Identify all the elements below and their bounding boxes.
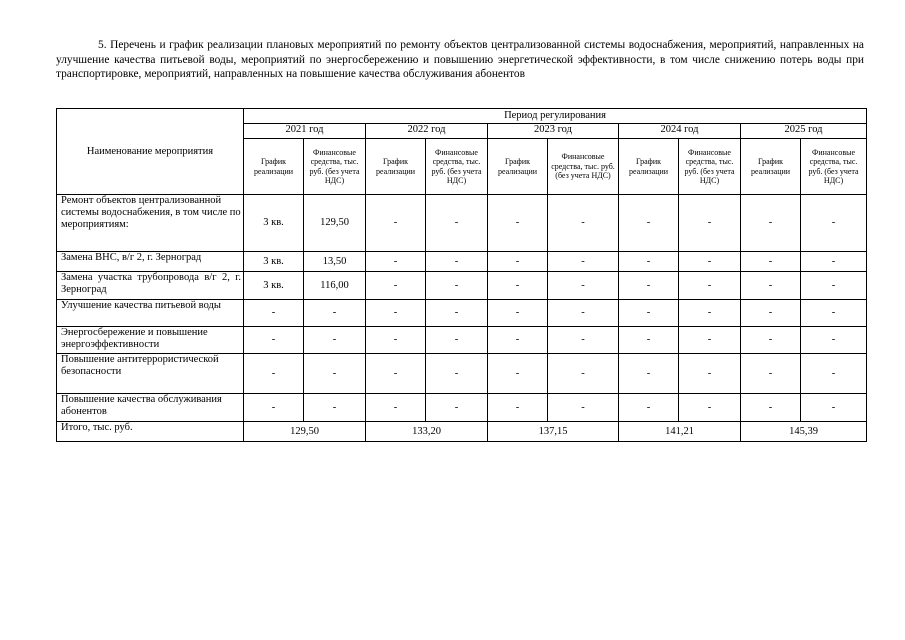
table-cell: -	[679, 252, 741, 272]
table-cell: -	[679, 354, 741, 394]
table-cell: -	[426, 272, 488, 300]
activity-name: Повышение антитеррористической безопасности	[57, 354, 244, 394]
activity-name: Энергосбережение и повышение энергоэффективности	[57, 327, 244, 354]
table-cell: -	[801, 300, 867, 327]
table-cell: -	[548, 354, 619, 394]
table-cell: -	[366, 252, 426, 272]
activity-name: Ремонт объектов централизованной системы водоснабжения, в том числе по мероприятиям:	[57, 195, 244, 252]
table-cell: -	[488, 327, 548, 354]
table-cell: -	[426, 300, 488, 327]
year-header: 2024 год	[619, 124, 741, 139]
header-row-period	[57, 109, 867, 124]
table-cell: -	[801, 272, 867, 300]
table-cell: -	[244, 394, 304, 422]
activity-name: Улучшение качества питьевой воды	[57, 300, 244, 327]
table-cell: -	[488, 300, 548, 327]
table-cell: -	[801, 327, 867, 354]
table-cell: -	[741, 272, 801, 300]
table-cell: -	[741, 252, 801, 272]
table-cell: -	[426, 354, 488, 394]
table-cell: -	[426, 195, 488, 252]
table-cell: 3 кв.	[244, 272, 304, 300]
name-column-header: Наименование мероприятия	[57, 109, 244, 195]
year-header: 2022 год	[366, 124, 488, 139]
table-row	[57, 394, 867, 422]
table-cell: -	[488, 354, 548, 394]
table-cell: -	[679, 327, 741, 354]
table-cell: -	[244, 300, 304, 327]
table-cell: -	[741, 354, 801, 394]
total-label: Итого, тыс. руб.	[57, 422, 244, 442]
finance-subheader: Финансовые средства, тыс. руб. (без учета НДС)	[679, 139, 741, 195]
table-cell: -	[741, 327, 801, 354]
table-cell: -	[366, 195, 426, 252]
table-cell: -	[304, 354, 366, 394]
total-value: 133,20	[366, 422, 488, 442]
table-cell: -	[619, 272, 679, 300]
table-cell: 129,50	[304, 195, 366, 252]
table-cell: -	[366, 354, 426, 394]
table-cell: -	[426, 252, 488, 272]
table-cell: -	[548, 272, 619, 300]
table-cell: -	[244, 327, 304, 354]
table-row	[57, 252, 867, 272]
table-cell: -	[548, 252, 619, 272]
table-cell: -	[304, 300, 366, 327]
table-cell: -	[548, 327, 619, 354]
table-cell: -	[426, 327, 488, 354]
table-cell: -	[801, 252, 867, 272]
table-cell: -	[741, 195, 801, 252]
schedule-subheader: График реализации	[366, 139, 426, 195]
table-cell: -	[619, 252, 679, 272]
table-cell: -	[548, 195, 619, 252]
table-cell: -	[244, 354, 304, 394]
table-cell: -	[426, 394, 488, 422]
total-value: 145,39	[741, 422, 867, 442]
table-cell: -	[488, 252, 548, 272]
table-cell: -	[801, 394, 867, 422]
table-cell: -	[741, 394, 801, 422]
schedule-subheader: График реализации	[244, 139, 304, 195]
table-cell: -	[366, 394, 426, 422]
activity-name: Замена участка трубопровода в/г 2, г. Зерноград	[57, 272, 244, 300]
total-value: 137,15	[488, 422, 619, 442]
table-cell: -	[619, 300, 679, 327]
table-cell: -	[304, 327, 366, 354]
table-row	[57, 272, 867, 300]
table-cell: -	[679, 300, 741, 327]
table-cell: -	[619, 327, 679, 354]
activities-schedule-table	[56, 108, 867, 442]
table-cell: 13,50	[304, 252, 366, 272]
year-header: 2023 год	[488, 124, 619, 139]
table-row	[57, 354, 867, 394]
table-cell: -	[366, 300, 426, 327]
table-cell: -	[679, 272, 741, 300]
table-cell: -	[488, 394, 548, 422]
schedule-subheader: График реализации	[741, 139, 801, 195]
table-cell: -	[366, 327, 426, 354]
table-cell: -	[548, 394, 619, 422]
table-cell: -	[801, 195, 867, 252]
total-row	[57, 422, 867, 442]
table-cell: -	[488, 272, 548, 300]
table-cell: -	[619, 195, 679, 252]
table-cell: 3 кв.	[244, 252, 304, 272]
finance-subheader: Финансовые средства, тыс. руб. (без учета НДС)	[801, 139, 867, 195]
activity-name: Повышение качества обслуживания абонентов	[57, 394, 244, 422]
schedule-subheader: График реализации	[488, 139, 548, 195]
table-cell: -	[741, 300, 801, 327]
year-header: 2025 год	[741, 124, 867, 139]
period-header: Период регулирования	[244, 109, 867, 124]
table-cell: -	[619, 394, 679, 422]
activity-name: Замена ВНС, в/г 2, г. Зерноград	[57, 252, 244, 272]
finance-subheader: Финансовые средства, тыс. руб. (без учета НДС)	[426, 139, 488, 195]
table-row	[57, 327, 867, 354]
table-cell: -	[488, 195, 548, 252]
total-value: 141,21	[619, 422, 741, 442]
table-cell: -	[366, 272, 426, 300]
table-cell: 116,00	[304, 272, 366, 300]
table-cell: -	[679, 394, 741, 422]
year-header: 2021 год	[244, 124, 366, 139]
table-cell: -	[548, 300, 619, 327]
finance-subheader: Финансовые средства, тыс. руб. (без учета НДС)	[548, 139, 619, 195]
table-cell: 3 кв.	[244, 195, 304, 252]
table-cell: -	[304, 394, 366, 422]
section-heading: 5. Перечень и график реализации плановых мероприятий по ремонту объектов централизованной системы водоснабжения, мероприятий, направленных на улучшение качества питьевой воды, мероприятий по энергосбережению и повышению энергетической эффективности, в том числе снижению потерь воды при транспортировке, мероприятий, направленных на повышение качества обслуживания абонентов	[56, 39, 864, 80]
table-cell: -	[801, 354, 867, 394]
schedule-subheader: График реализации	[619, 139, 679, 195]
finance-subheader: Финансовые средства, тыс. руб. (без учета НДС)	[304, 139, 366, 195]
table-cell: -	[679, 195, 741, 252]
table-cell: -	[619, 354, 679, 394]
table-row	[57, 300, 867, 327]
table-row	[57, 195, 867, 252]
total-value: 129,50	[244, 422, 366, 442]
